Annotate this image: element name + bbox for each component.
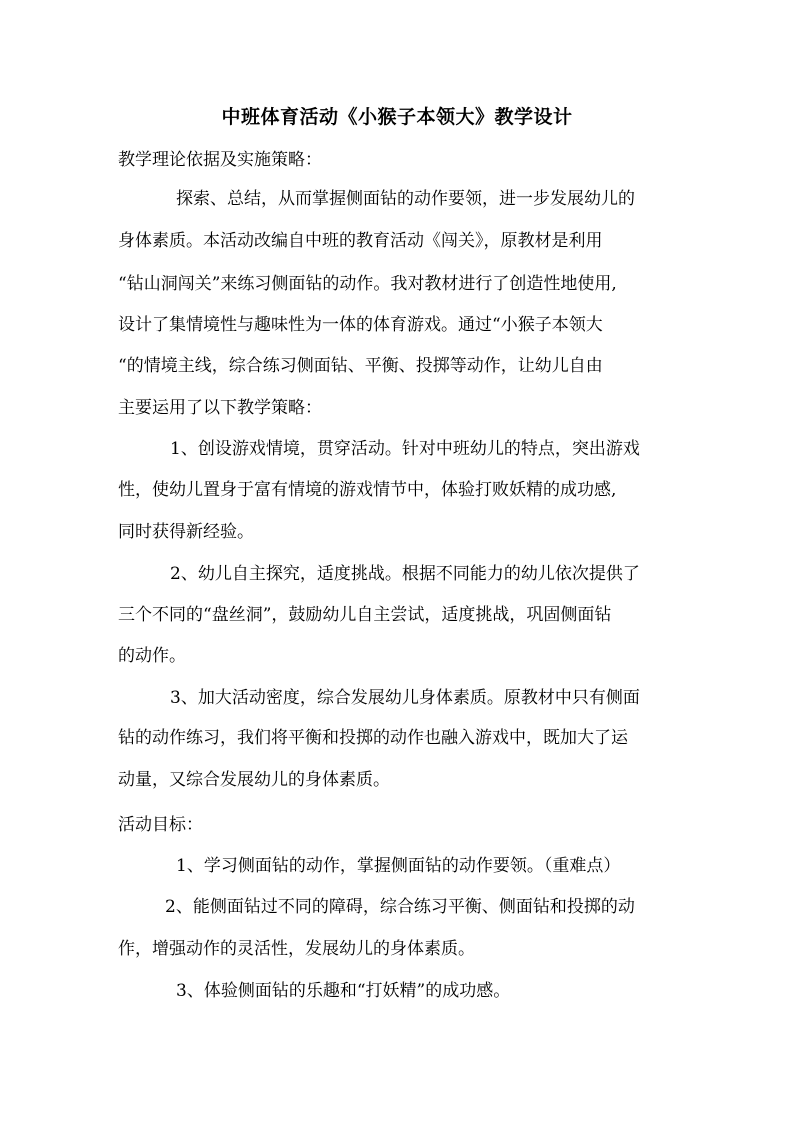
paragraph-line: 作，增强动作的灵活性，发展幼儿的身体素质。 (118, 939, 475, 959)
strategy-item-2: 2、幼儿自主探究，适度挑战。根据不同能力的幼儿依次提供了 (170, 564, 640, 584)
strategy-item-1: 1、创设游戏情境，贯穿活动。针对中班幼儿的特点，突出游戏 (170, 439, 640, 459)
paragraph-line: 的动作。 (118, 646, 186, 666)
strategy-item-3: 3、加大活动密度，综合发展幼儿身体素质。原教材中只有侧面 (170, 688, 640, 708)
paragraph-line: 性，使幼儿置身于富有情境的游戏情节中，体验打败妖精的成功感, (118, 480, 617, 500)
goal-item-3: 3、体验侧面钻的乐趣和“打妖精”的成功感。 (176, 981, 511, 1001)
paragraph-line: “钻山洞闯关”来练习侧面钻的动作。我对教材进行了创造性地使用, (118, 274, 617, 294)
paragraph-line: 身体素质。本活动改编自中班的教育活动《闯关》，原教材是利用 (118, 231, 603, 251)
paragraph-line: 探索、总结，从而掌握侧面钻的动作要领，进一步发展幼儿的 (176, 189, 635, 209)
goal-item-2: 2、能侧面钻过不同的障碍，综合练习平衡、侧面钻和投掷的动 (165, 897, 635, 917)
section-heading-theory: 教学理论依据及实施策略： (118, 150, 322, 170)
goal-item-1: 1、学习侧面钻的动作，掌握侧面钻的动作要领。（重难点） (176, 856, 621, 876)
paragraph-line: “的情境主线，综合练习侧面钻、平衡、投掷等动作，让幼儿自由 (118, 356, 603, 376)
paragraph-line: 钻的动作练习，我们将平衡和投掷的动作也融入游戏中，既加大了运 (118, 728, 628, 748)
paragraph-line: 同时获得新经验。 (118, 522, 254, 542)
section-heading-goals: 活动目标： (118, 815, 203, 835)
paragraph-line: 主要运用了以下教学策略： (118, 398, 322, 418)
paragraph-line: 三个不同的“盘丝洞”，鼓励幼儿自主尝试，适度挑战，巩固侧面钻 (118, 605, 612, 625)
paragraph-line: 动量，又综合发展幼儿的身体素质。 (118, 770, 390, 790)
document-title: 中班体育活动《小猴子本领大》教学设计 (221, 106, 573, 128)
paragraph-line: 设计了集情境性与趣味性为一体的体育游戏。通过“小猴子本领大 (118, 315, 603, 335)
